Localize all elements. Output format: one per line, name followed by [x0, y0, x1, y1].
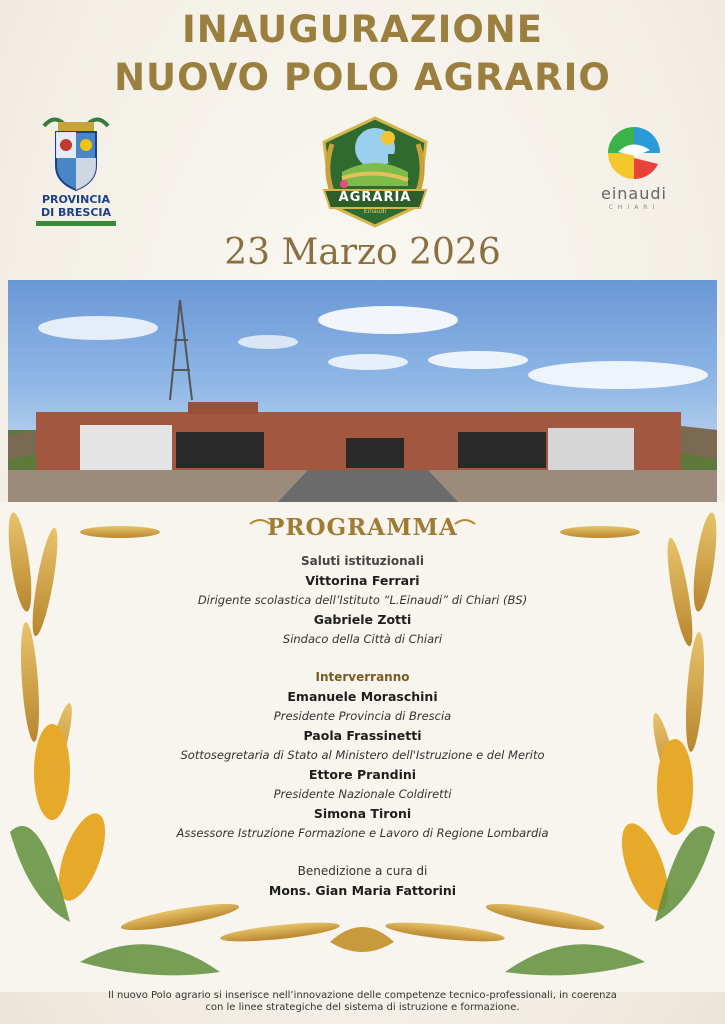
speaker-name: Paola Frassinetti — [303, 728, 422, 743]
speaker-role: Presidente Provincia di Brescia — [273, 709, 452, 723]
provincia-brescia-logo — [34, 112, 118, 230]
speaker-name: Vittorina Ferrari — [305, 573, 420, 588]
agraria-word: AGRARIA — [338, 190, 412, 205]
event-date: 23 Marzo 2026 — [224, 232, 501, 273]
agraria-logo — [314, 114, 436, 232]
speaker-role: Sottosegretaria di Stato al Ministero dell'Istruzione e del Merito — [180, 748, 545, 762]
benedizione-label: Benedizione a cura di — [297, 864, 428, 878]
saluti-label: Saluti istituzionali — [300, 554, 425, 568]
logo-left-line1: PROVINCIA — [41, 193, 111, 206]
einaudi-word: einaudi — [601, 184, 667, 203]
coat-of-arms-icon — [34, 112, 118, 196]
footer-text — [40, 990, 685, 1014]
speaker-role: Presidente Nazionale Coldiretti — [273, 787, 452, 801]
agraria-small: Einaudi — [363, 208, 387, 215]
green-stripe — [36, 221, 116, 226]
logo-left-line2: DI BRESCIA — [40, 206, 112, 219]
speaker-name: Gabriele Zotti — [313, 612, 412, 627]
einaudi-small: CHIARI — [608, 204, 660, 211]
speaker-role: Dirigente scolastica dell’Istituto “L.Einaudi” di Chiari (BS) — [197, 593, 528, 607]
einaudi-logo — [584, 124, 684, 214]
speaker-name: Emanuele Moraschini — [287, 689, 438, 704]
building-illustration — [8, 280, 717, 502]
interverranno-label: Interverranno — [315, 670, 410, 684]
footer-line-1: Il nuovo Polo agrario si inserisce nell’innovazione delle competenze tecnico-professionali, in coerenza — [108, 990, 617, 1001]
benedizione-name: Mons. Gian Maria Fattorini — [268, 883, 457, 898]
speaker-role: Assessore Istruzione Formazione e Lavoro di Regione Lombardia — [176, 826, 549, 840]
title-line-1: INAUGURAZIONE — [181, 8, 544, 51]
title-line-2: NUOVO POLO AGRARIO — [114, 56, 611, 99]
footer-line-2: con le linee strategiche del sistema di istruzione e formazione. — [205, 1002, 520, 1013]
building-photo — [8, 280, 717, 502]
speaker-role: Sindaco della Città di Chiari — [282, 632, 443, 646]
einaudi-e-icon — [584, 124, 684, 184]
speaker-name: Simona Tironi — [313, 806, 412, 821]
programma-title: PROGRAMMA — [267, 514, 458, 541]
speaker-name: Ettore Prandini — [308, 767, 417, 782]
